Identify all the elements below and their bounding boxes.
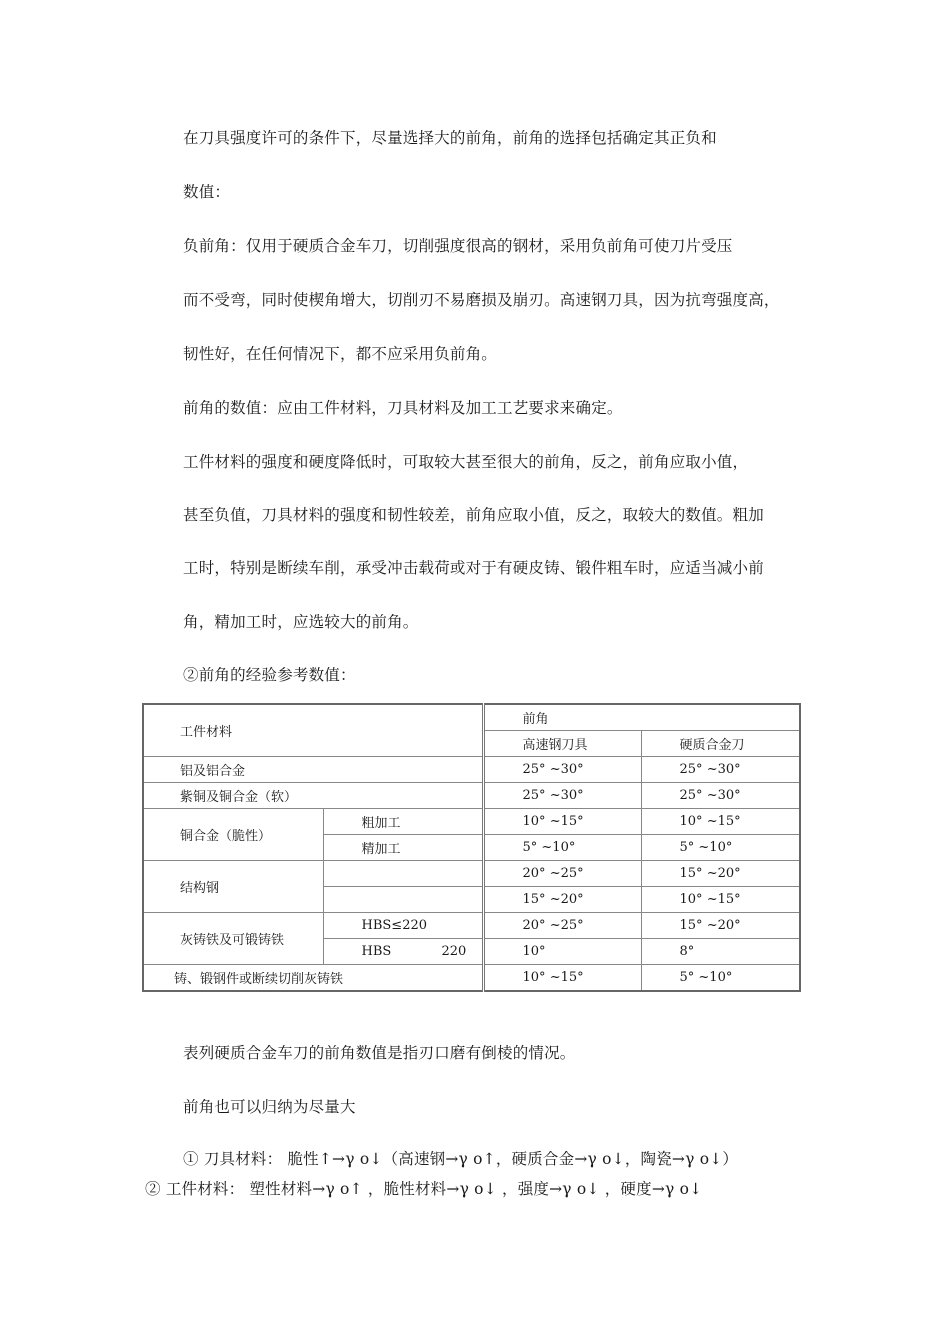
process-cell: 粗加工 xyxy=(323,809,483,835)
carbide-value: 25° ~30° xyxy=(641,757,800,783)
list-item-tool-material: ① 刀具材料： 脆性↑→γ ο↓（高速钢→γ ο↑，硬质合金→γ ο↓，陶瓷→γ ο↓） xyxy=(183,1150,739,1168)
carbide-value: 10° ~15° xyxy=(641,809,800,835)
header-material: 工件材料 xyxy=(143,704,483,757)
hss-value: 20° ~25° xyxy=(483,861,641,887)
section-heading-reference-values: ②前角的经验参考数值： xyxy=(183,666,356,684)
carbide-value: 10° ~15° xyxy=(641,887,800,913)
hss-value: 5° ~10° xyxy=(483,835,641,861)
list-item-workpiece-material: ② 工件材料： 塑性材料→γ ο↑ ，脆性材料→γ ο↓ ，强度→γ ο↓ ，硬度→γ ο↓ xyxy=(145,1180,703,1198)
hss-value: 25° ~30° xyxy=(483,757,641,783)
material-cell: 铸、锻钢件或断续切削灰铸铁 xyxy=(143,965,483,992)
carbide-value: 15° ~20° xyxy=(641,913,800,939)
carbide-value: 8° xyxy=(641,939,800,965)
hss-value: 10° ~15° xyxy=(483,965,641,992)
paragraph-rake-value: 前角的数值：应由工件材料，刀具材料及加工工艺要求来确定。 xyxy=(183,399,623,417)
paragraph-material-effect-cont3: 角，精加工时，应选较大的前角。 xyxy=(183,613,419,631)
table-row xyxy=(143,861,800,887)
paragraph-material-effect: 工件材料的强度和硬度降低时，可取较大甚至很大的前角，反之，前角应取小值， xyxy=(183,453,749,471)
header-carbide-tool: 硬质合金刀 xyxy=(641,731,800,757)
condition-cell-empty xyxy=(323,887,483,913)
table-row xyxy=(143,809,800,835)
paragraph-rake-angle-intro: 在刀具强度许可的条件下，尽量选择大的前角，前角的选择包括确定其正负和 xyxy=(183,129,717,147)
paragraph-negative-rake-cont2: 韧性好，在任何情况下，都不应采用负前角。 xyxy=(183,345,498,363)
material-cell: 铜合金（脆性） xyxy=(143,809,323,861)
carbide-value: 5° ~10° xyxy=(641,835,800,861)
header-rake-angle: 前角 xyxy=(483,704,800,731)
paragraph-negative-rake: 负前角：仅用于硬质合金车刀，切削强度很高的钢材，采用负前角可使刀片受压 xyxy=(183,237,733,255)
material-cell: 紫铜及铜合金（软） xyxy=(143,783,483,809)
paragraph-rake-angle-intro-cont: 数值： xyxy=(183,183,231,201)
material-cell: 灰铸铁及可锻铸铁 xyxy=(143,913,323,965)
paragraph-negative-rake-cont1: 而不受弯，同时使楔角增大，切削刃不易磨损及崩刃。高速钢刀具，因为抗弯强度高， xyxy=(183,291,780,309)
hss-value: 15° ~20° xyxy=(483,887,641,913)
hss-value: 20° ~25° xyxy=(483,913,641,939)
table-header-row xyxy=(143,704,800,731)
carbide-value: 15° ~20° xyxy=(641,861,800,887)
note-rake-summary: 前角也可以归纳为尽量大 xyxy=(183,1098,356,1116)
condition-prefix: HBS xyxy=(361,944,392,959)
condition-cell xyxy=(323,939,483,965)
carbide-value: 25° ~30° xyxy=(641,783,800,809)
paragraph-material-effect-cont2: 工时，特别是断续车削，承受冲击载荷或对于有硬皮铸、锻件粗车时，应适当减小前 xyxy=(183,559,764,577)
hss-value: 10° xyxy=(483,939,641,965)
note-carbide-chamfer: 表列硬质合金车刀的前角数值是指刃口磨有倒棱的情况。 xyxy=(183,1044,576,1062)
material-cell: 铝及铝合金 xyxy=(143,757,483,783)
table-row xyxy=(143,783,800,809)
condition-cell: HBS≤220 xyxy=(323,913,483,939)
condition-value: 220 xyxy=(441,944,467,959)
hss-value: 10° ~15° xyxy=(483,809,641,835)
carbide-value: 5° ~10° xyxy=(641,965,800,992)
table-row xyxy=(143,965,800,992)
hss-value: 25° ~30° xyxy=(483,783,641,809)
material-cell: 结构钢 xyxy=(143,861,323,913)
table-row xyxy=(143,913,800,939)
condition-cell-empty xyxy=(323,861,483,887)
table-row xyxy=(143,757,800,783)
process-cell: 精加工 xyxy=(323,835,483,861)
header-hss-tool: 高速钢刀具 xyxy=(483,731,641,757)
paragraph-material-effect-cont1: 甚至负值，刀具材料的强度和韧性较差，前角应取小值，反之，取较大的数值。粗加 xyxy=(183,506,764,524)
rake-angle-table xyxy=(142,703,801,992)
